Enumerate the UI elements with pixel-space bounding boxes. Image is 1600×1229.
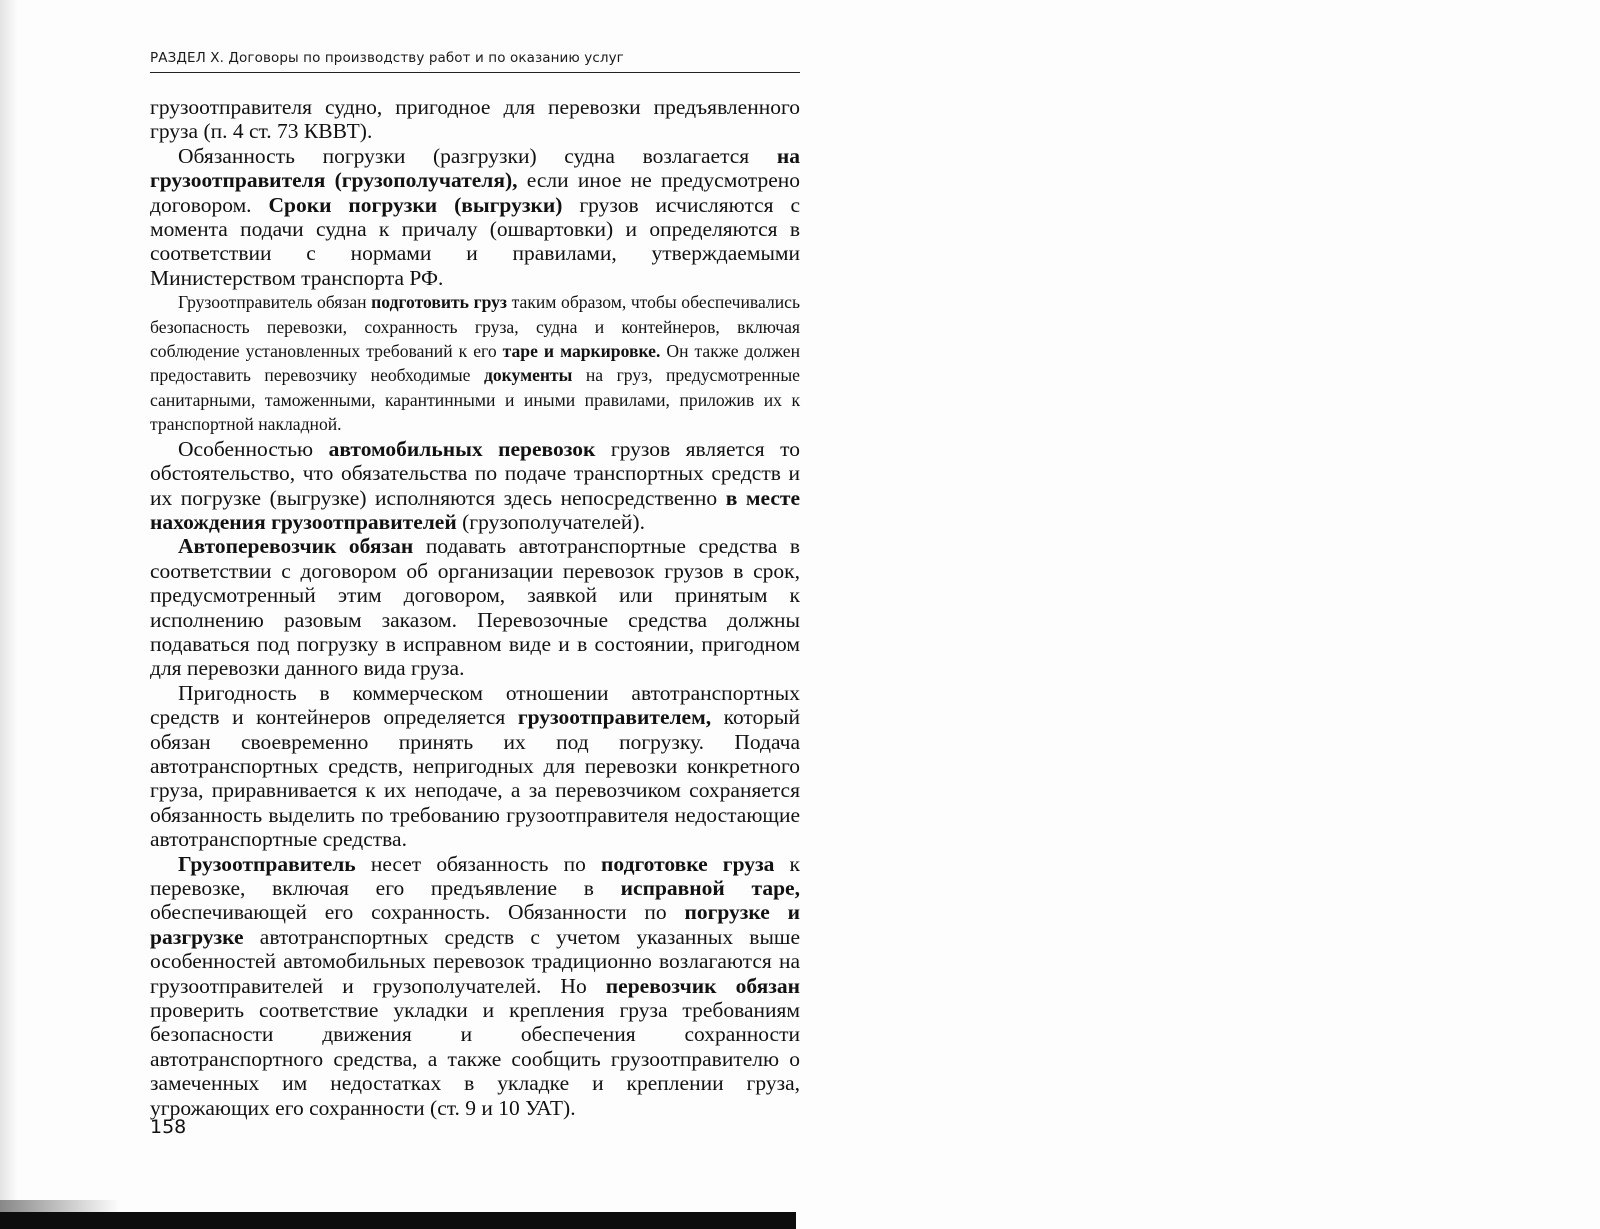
running-head: РАЗДЕЛ X. Договоры по производству работ и по оказанию услуг (150, 50, 800, 73)
paragraph (150, 681, 800, 852)
text-run: проверить соответствие укладки и крепления груза требованиям безопасности движения и обеспечения сохранности автотранспортного средства, а также сообщить грузоотправителю о замеченных им недостатках в укладке и креплении груза, угрожающих его сохранности (ст. 9 и 10 УАТ). (150, 998, 800, 1120)
text-run: несет обязанность по (355, 851, 602, 876)
page-edge-shadow (0, 0, 18, 1200)
paragraph (150, 144, 800, 290)
paragraph (150, 437, 800, 535)
text-run: таким образом, чтобы обеспечивались безопасность перевозки, сохранность груза, судна и контейнеров, включая соблюдение установленных требований к его (150, 292, 801, 362)
scan-bottom-bar (0, 1212, 796, 1229)
paragraph (150, 534, 800, 680)
bold-run: Сроки погрузки (выгрузки) (268, 192, 563, 217)
text-run: который обязан своевременно принять их под погрузку. Подача автотранспортных средств, непригодных для перевозки конкретного груза, приравнивается к их неподаче, а за перевозчиком сохраняется обязанность выделить по требованию грузоотправителя недостающие автотранспортные средства. (150, 705, 800, 852)
text-run: грузов исчисляются с момента подачи судна к причалу (ошвартовки) и определяются в соответствии с нормами и правилами, утверждаемыми Министерством транспорта РФ. (150, 192, 800, 290)
bold-run: Грузоотправитель (178, 851, 356, 876)
bold-run: исправной таре, (620, 876, 800, 900)
bold-run: таре и маркировке. (502, 341, 661, 362)
page-content (150, 40, 800, 1120)
bold-run: подготовке груза (601, 851, 775, 876)
scan-shadow (0, 1200, 120, 1212)
bold-run: в месте нахождения грузоотправителей (150, 485, 800, 534)
text-run: грузов является то обстоятельство, что обязательства по подаче транспортных средств и их погрузке (выгрузке) исполняются здесь непосредственно (150, 436, 800, 510)
paragraph (150, 852, 800, 1120)
paragraph-small (150, 290, 800, 436)
body-text (150, 95, 800, 1120)
text-run: Обязанность погрузки (разгрузки) судна возлагается (178, 143, 777, 168)
page-number: 158 (150, 1116, 187, 1138)
text-run: Особенностью (178, 436, 329, 461)
text-run: автотранспортных средств с учетом указанных выше особенностей автомобильных перевозок традиционно возлагаются на грузоотправителей и грузополучателей. Но (150, 924, 800, 998)
text-run: Грузоотправитель обязан (178, 292, 372, 313)
text-run: обеспечивающей его сохранность. Обязанности по (150, 900, 685, 925)
bold-run: документы (483, 365, 573, 386)
text-run: подавать автотранспортные средства в соответствии с договором об организации перевозок грузов в срок, предусмотренный этим договором, заявкой или принятым к исполнению разовым заказом. Перевозочные средства должны подаваться под погрузку в исправном виде и в состоянии, пригодном для перевозки данного вида груза. (150, 534, 801, 681)
text-run: (грузополучателей). (456, 509, 645, 534)
paragraph (150, 95, 800, 144)
bold-run: подготовить груз (371, 292, 507, 313)
text-run: на груз, предусмотренные санитарными, таможенными, карантинными и иными правилами, приложив их к транспортной накладной. (150, 365, 800, 435)
text-run: грузоотправителя судно, пригодное для перевозки предъявленного груза (п. 4 ст. 73 КВВТ). (150, 95, 800, 144)
text-run: Он также должен предоставить перевозчику необходимые (150, 341, 800, 386)
bold-run: автомобильных перевозок (328, 436, 596, 461)
text-run: к перевозке, включая его предъявление в (150, 851, 801, 900)
bold-run: погрузке и разгрузке (150, 900, 800, 949)
bold-run: грузоотправителем, (517, 705, 712, 730)
bold-run: Автоперевозчик обязан (178, 534, 414, 559)
text-run: если иное не предусмотрено договором. (150, 168, 800, 217)
bold-run: на грузоотправителя (грузополучателя), (150, 143, 800, 193)
text-run: Пригодность в коммерческом отношении автотранспортных средств и контейнеров определяется (150, 680, 800, 730)
bold-run: перевозчик обязан (605, 973, 800, 998)
